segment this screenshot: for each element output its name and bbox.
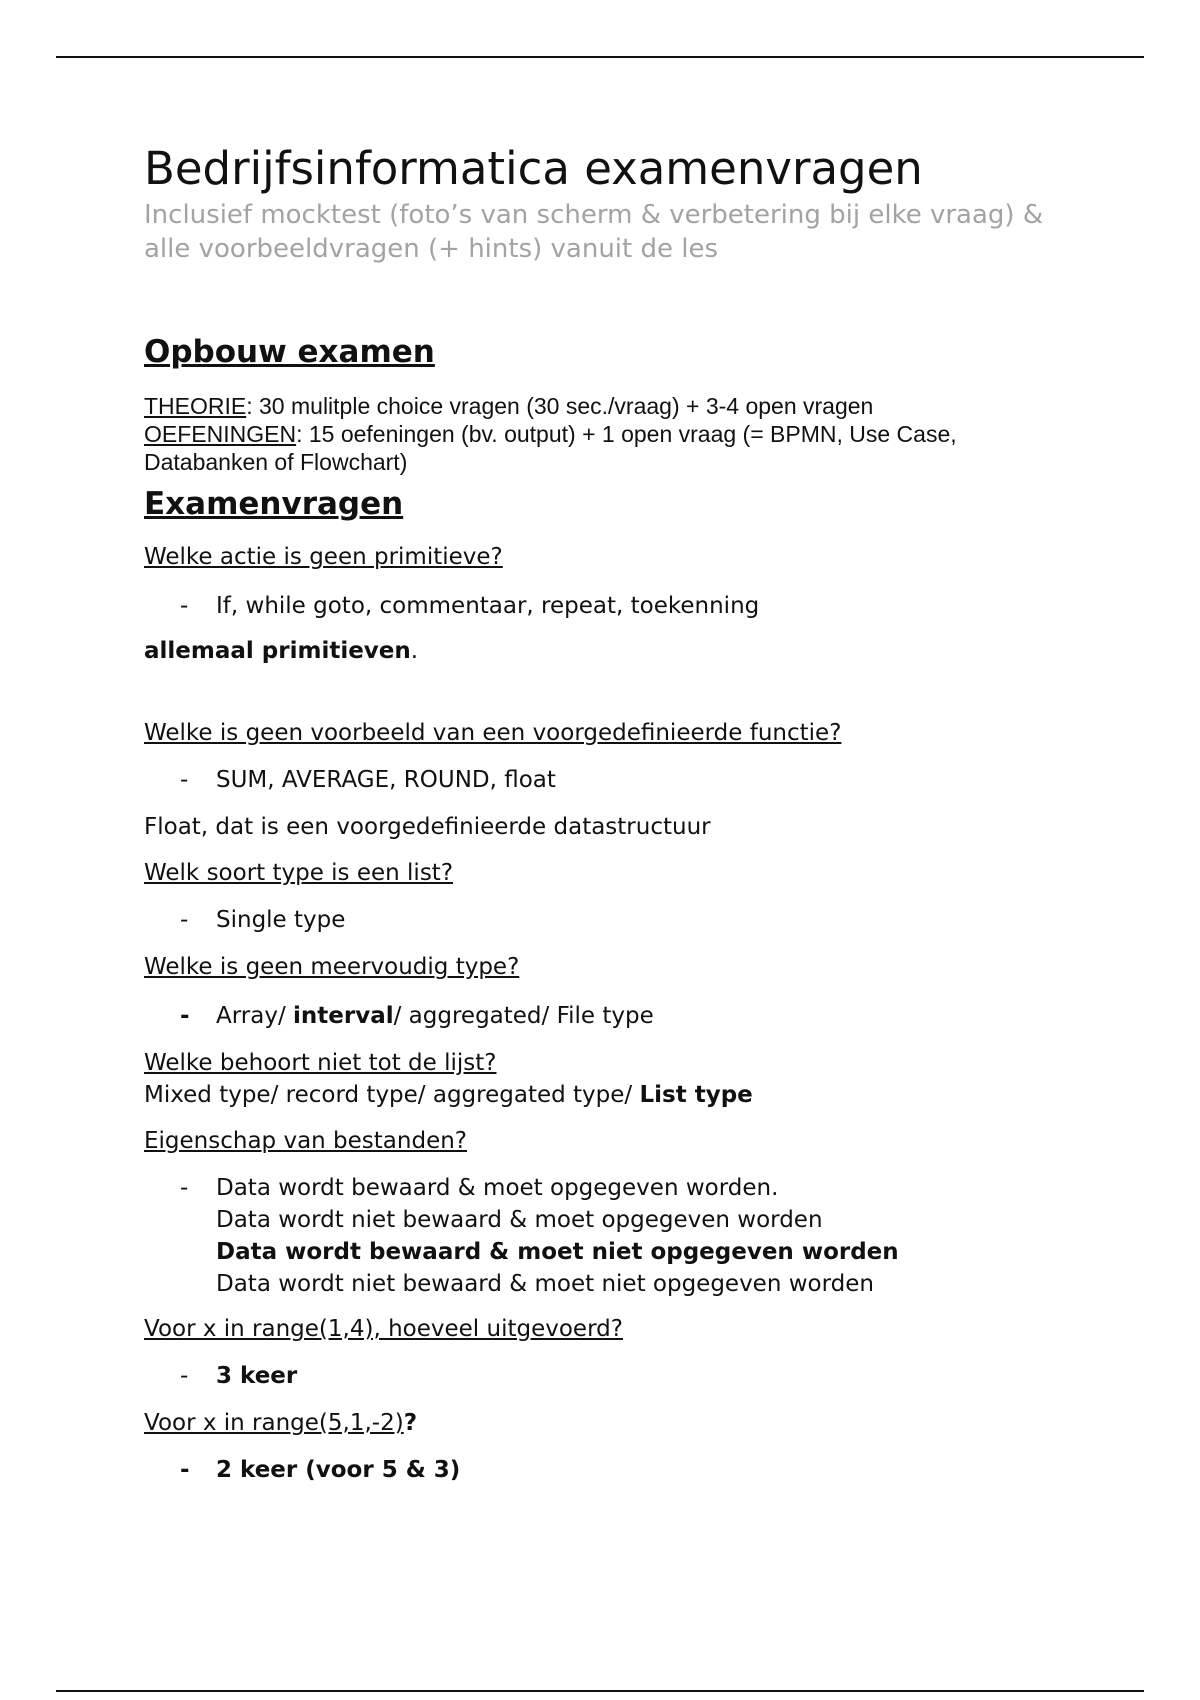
question-5: Welke behoort niet tot de lijst?	[144, 1050, 497, 1076]
option-2: Data wordt niet bewaard & moet opgegeven worden	[216, 1207, 823, 1233]
list-bullet: -	[180, 1175, 189, 1201]
bottom-rule	[56, 1690, 1144, 1692]
theorie-text: : 30 mulitple choice vragen (30 sec./vraag) + 3-4 open vragen	[246, 393, 874, 419]
question-6-options	[144, 1172, 1074, 1300]
question-4: Welke is geen meervoudig type?	[144, 954, 520, 980]
document-subtitle: Inclusief mocktest (foto’s van scherm & verbetering bij elke vraag) & alle voorbeeldvragen (+ hints) vanuit de les	[144, 200, 1044, 264]
option-3-correct: Data wordt bewaard & moet niet opgegeven worden	[216, 1239, 899, 1265]
theorie-label: THEORIE	[144, 393, 247, 419]
question-7-answer: - 3 keer	[144, 1360, 1074, 1392]
exam-structure	[144, 392, 1074, 476]
theorie-line	[144, 392, 1074, 420]
question-3-item: - Single type	[144, 904, 1074, 936]
question-5-answer: Mixed type/ record type/ aggregated type/ List type	[144, 1082, 753, 1108]
question-2-item: - SUM, AVERAGE, ROUND, float	[144, 764, 1074, 796]
heading-opbouw-examen: Opbouw examen	[144, 334, 435, 370]
list-bullet: -	[180, 767, 189, 793]
document-body	[144, 140, 1074, 1486]
question-4-item: - Array/ interval/ aggregated/ File type	[144, 1000, 1074, 1032]
list-bullet: -	[180, 593, 189, 619]
option-4: Data wordt niet bewaard & moet niet opgegeven worden	[216, 1271, 874, 1297]
heading-examenvragen: Examenvragen	[144, 486, 404, 522]
oefeningen-line	[144, 420, 1074, 476]
document-title: Bedrijfsinformatica examenvragen	[144, 142, 923, 195]
option-1: Data wordt bewaard & moet opgegeven worden.	[216, 1175, 779, 1201]
question-6: Eigenschap van bestanden?	[144, 1128, 468, 1154]
question-3: Welk soort type is een list?	[144, 860, 454, 886]
question-8-answer: - 2 keer (voor 5 & 3)	[144, 1454, 1074, 1486]
top-rule	[56, 56, 1144, 58]
question-8: Voor x in range(5,1,-2)?	[144, 1410, 418, 1436]
question-1-item: - If, while goto, commentaar, repeat, toekenning	[144, 590, 1074, 622]
question-1: Welke actie is geen primitieve?	[144, 544, 503, 570]
list-bullet: -	[180, 907, 189, 933]
list-bullet: -	[180, 1363, 189, 1389]
oefeningen-text: : 15 oefeningen (bv. output) + 1 open vraag (= BPMN, Use Case, Databanken of Flowchart)	[144, 421, 957, 475]
oefeningen-label: OEFENINGEN	[144, 421, 297, 447]
question-7: Voor x in range(1,4), hoeveel uitgevoerd?	[144, 1316, 623, 1342]
question-1-answer: allemaal primitieven.	[144, 638, 419, 664]
question-2-answer: Float, dat is een voorgedefinieerde datastructuur	[144, 814, 711, 840]
question-2: Welke is geen voorbeeld van een voorgedefinieerde functie?	[144, 720, 842, 746]
list-bullet: -	[180, 1457, 190, 1483]
list-bullet: -	[180, 1003, 190, 1029]
